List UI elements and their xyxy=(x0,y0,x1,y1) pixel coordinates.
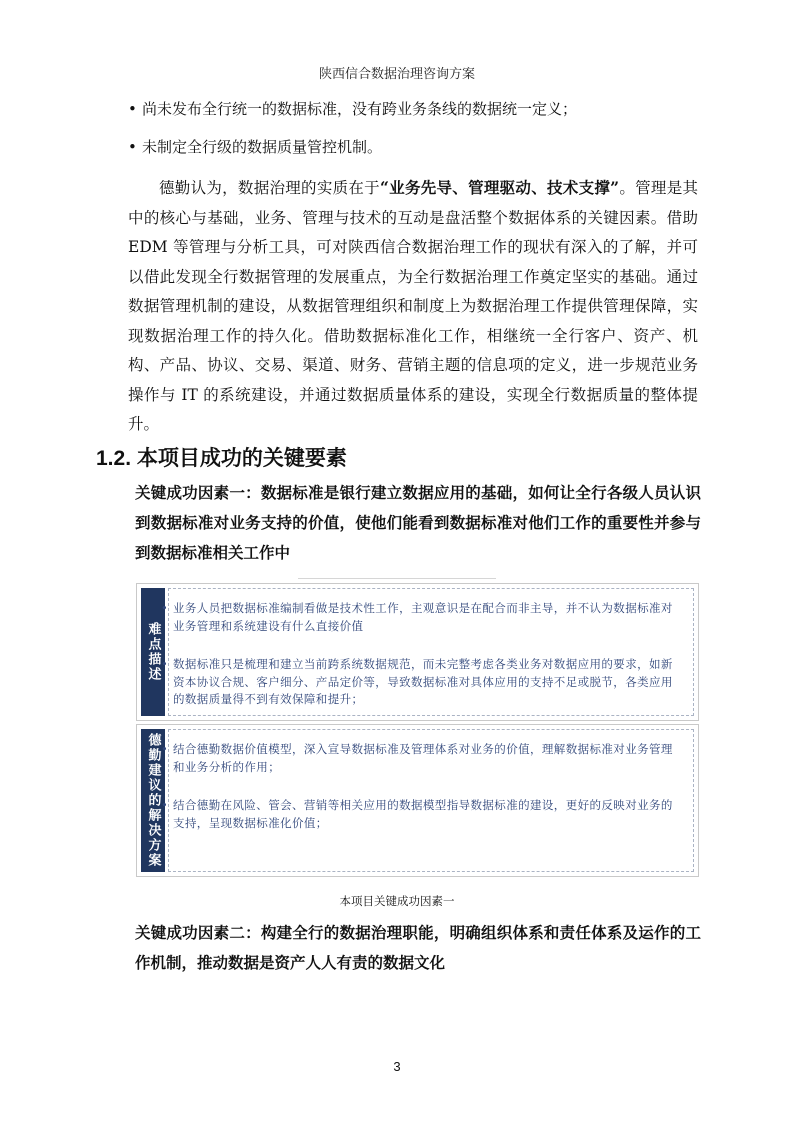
difficulty-label: 难点描述 xyxy=(145,622,161,682)
bullet-icon: • xyxy=(161,657,169,671)
paragraph-emphasis: “业务先导、管理驱动、技术支撑” xyxy=(379,178,620,197)
list-item xyxy=(161,600,683,635)
page-number: 3 xyxy=(393,1059,401,1074)
key-factor-diagram xyxy=(136,583,699,877)
page-header: 陕西信合数据治理咨询方案 xyxy=(318,67,475,82)
figure-caption: 本项目关键成功因素一 xyxy=(339,896,455,908)
bullet-icon: • xyxy=(128,100,137,118)
list-item xyxy=(128,99,577,119)
list-item-text: 尚未发布全行统一的数据标准，没有跨业务条线的数据统一定义； xyxy=(142,100,578,118)
difficulty-item-2: 数据标准只是梳理和建立当前跨系统数据规范，而未完整考虑各类业务对数据应用的要求，如新资本协议合规、客户细分、产品定价等，导致数据标准对具体应用的支持不足或脱节，各类应用的数据质量得不到有效保障和提升； xyxy=(173,657,673,706)
solution-item-1: 结合德勤数据价值模型，深入宣导数据标准及管理体系对业务的价值，理解数据标准对业务管理和业务分析的作用； xyxy=(173,742,673,774)
solution-item-2: 结合德勤在风险、管会、营销等相关应用的数据模型指导数据标准的建设，更好的反映对业务的支持，呈现数据标准化价值； xyxy=(173,798,673,830)
list-item xyxy=(128,137,382,157)
section-title: 本项目成功的关键要素 xyxy=(136,447,347,470)
section-heading xyxy=(96,442,347,472)
list-item-text: 未制定全行级的数据质量管控机制。 xyxy=(142,138,383,156)
bullet-icon: • xyxy=(161,601,169,615)
list-item xyxy=(161,797,683,832)
bullet-icon: • xyxy=(161,798,169,812)
bullet-icon: • xyxy=(161,742,169,756)
body-paragraph xyxy=(128,173,698,440)
section-number: 1.2. xyxy=(96,447,132,470)
key-factor-1: 关键成功因素一：数据标准是银行建立数据应用的基础，如何让全行各级人员认识到数据标准对业务支持的价值，使他们能看到数据标准对他们工作的重要性并参与到数据标准相关工作中 xyxy=(135,483,701,562)
paragraph-lead: 德勤认为，数据治理的实质在于 xyxy=(159,179,380,197)
solution-box xyxy=(136,724,699,877)
paragraph-rest: 。管理是其中的核心与基础，业务、管理与技术的互动是盘活整个数据体系的关键因素。借助 EDM 等管理与分析工具，可对陕西信合数据治理工作的现状有深入的了解，并可以借此发现全行数据管理的发展重点，为全行数据治理工作奠定坚实的基础。通过数据管理机制的建设，从数据管理组织和制度上为数据治理工作提供管理保障，实现数据治理工作的持久化。借助数据标准化工作，相继统一全行客户、资产、机构、产品、协议、交易、渠道、财务、营销主题的信息项的定义，进一步规范业务操作与 IT 的系统建设，并通过数据质量体系的建设，实现全行数据质量的整体提升。 xyxy=(128,179,698,433)
bullet-icon: • xyxy=(128,138,137,156)
difficulty-box xyxy=(136,583,699,721)
list-item xyxy=(161,741,683,776)
key-factor-2: 关键成功因素二：构建全行的数据治理职能，明确组织体系和责任体系及运作的工作机制，推动数据是资产人人有责的数据文化 xyxy=(135,923,701,972)
difficulty-item-1: 业务人员把数据标准编制看做是技术性工作，主观意识是在配合而非主导，并不认为数据标准对业务管理和系统建设有什么直接价值 xyxy=(173,601,673,633)
divider xyxy=(298,578,496,579)
list-item xyxy=(161,656,683,709)
solution-label: 德勤建议的解决方案 xyxy=(145,733,161,868)
